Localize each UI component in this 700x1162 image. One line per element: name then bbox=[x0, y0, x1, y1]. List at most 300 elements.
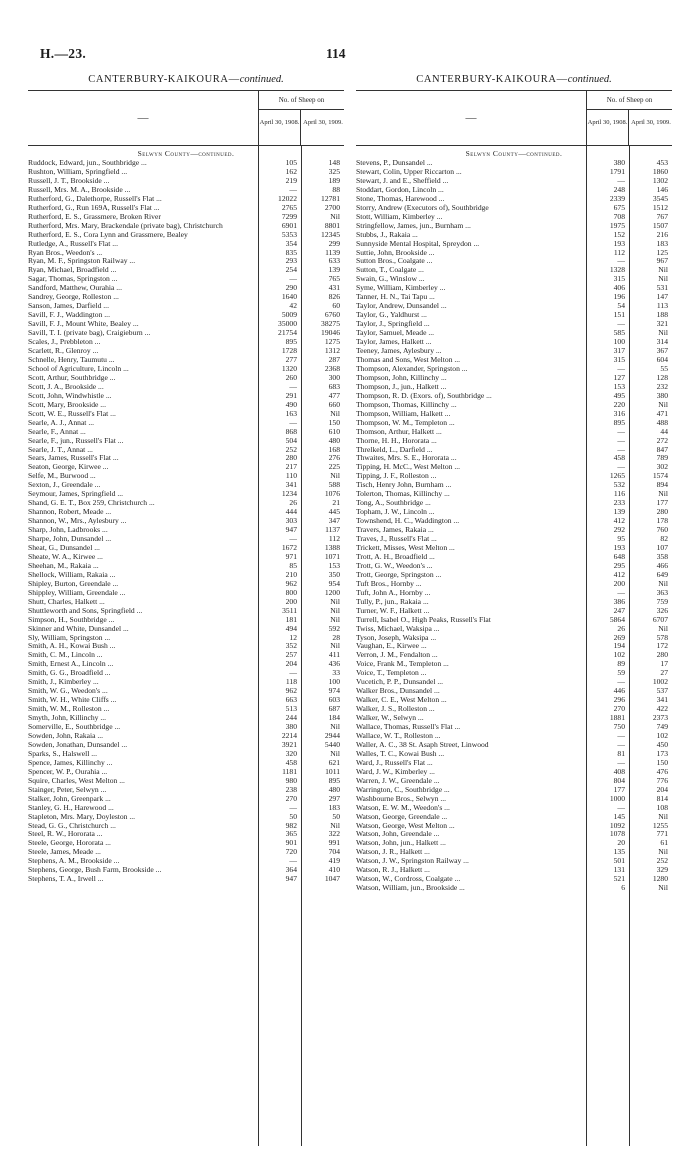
sheep-1908: — bbox=[617, 462, 625, 472]
owner-name: Scott, J. A., Brookside ... bbox=[28, 382, 104, 391]
owner-name: Voice, Frank M., Templeton ... bbox=[356, 660, 449, 669]
sheep-1909: 216 bbox=[656, 229, 668, 239]
sheep-1909: 967 bbox=[656, 256, 668, 266]
sheep-1909: 954 bbox=[328, 578, 340, 588]
left-column bbox=[28, 74, 344, 1146]
sheep-1909: 1200 bbox=[324, 587, 340, 597]
sheep-1909: 148 bbox=[328, 158, 340, 167]
owner-name: Suttie, John, Brookside ... bbox=[356, 248, 435, 257]
sheep-1908: 895 bbox=[285, 337, 297, 347]
sheep-1908: 177 bbox=[613, 784, 625, 794]
sheep-1909: 450 bbox=[656, 739, 668, 749]
sheep-1908: — bbox=[289, 534, 297, 544]
sheep-1908: 354 bbox=[285, 238, 297, 248]
document-id: H.—23. bbox=[40, 46, 87, 61]
owner-name: Sanson, James, Darfield ... bbox=[28, 302, 109, 311]
owner-name: Warrington, C., Southbridge ... bbox=[356, 785, 450, 794]
owner-name: Voice, T., Templeton ... bbox=[356, 669, 427, 678]
sheep-1908: 257 bbox=[285, 650, 297, 660]
sheep-1908: 12 bbox=[289, 632, 297, 642]
sheep-1908: 2339 bbox=[609, 193, 625, 203]
sheep-1908: 20 bbox=[617, 838, 625, 848]
sheep-1909: 302 bbox=[656, 462, 668, 472]
sheep-1909: Nil bbox=[330, 408, 340, 418]
sheep-1908: 1728 bbox=[281, 346, 297, 356]
sheep-1909: 321 bbox=[656, 319, 668, 329]
sheep-1908: 1975 bbox=[609, 220, 625, 230]
sheep-1909: 660 bbox=[328, 399, 340, 409]
sheep-1909: 113 bbox=[656, 301, 668, 311]
sheep-1909: Nil bbox=[330, 605, 340, 615]
sheep-1909: 108 bbox=[656, 802, 668, 812]
owner-name: Stone, Thomas, Harewood ... bbox=[356, 194, 445, 203]
table-rows bbox=[356, 159, 672, 893]
owner-name: Stapleton, Mrs. Mary, Doyleston ... bbox=[28, 812, 136, 821]
sheep-1908: 800 bbox=[285, 587, 297, 597]
sheep-1908: 675 bbox=[613, 202, 625, 212]
sheep-1909: 814 bbox=[656, 793, 668, 803]
owner-name: Watson, J. W., Springston Railway ... bbox=[356, 857, 469, 866]
sheep-1908: 89 bbox=[617, 659, 625, 669]
sheep-1908: 868 bbox=[285, 426, 297, 436]
owner-name: Searle, A. J., Annat ... bbox=[28, 418, 95, 427]
sheep-1909: 537 bbox=[656, 686, 668, 696]
year-1908-header: April 30, 1908. bbox=[587, 110, 629, 145]
owner-name: Seaton, George, Kirwee ... bbox=[28, 463, 109, 472]
sheep-1909: 604 bbox=[656, 354, 668, 364]
sheep-1909: 128 bbox=[656, 372, 668, 382]
sheep-1909: Nil bbox=[330, 820, 340, 830]
sheep-1908: 277 bbox=[285, 354, 297, 364]
sheep-1909: Nil bbox=[330, 722, 340, 732]
owner-name: Walker, W., Selwyn ... bbox=[356, 714, 424, 723]
owner-name: Smith, G. G., Broadfield ... bbox=[28, 669, 111, 678]
owner-name: Squire, Charles, West Melton ... bbox=[28, 776, 125, 785]
sheep-1908: 21754 bbox=[278, 328, 297, 338]
page-number: 114 bbox=[326, 46, 346, 61]
sheep-1908: 110 bbox=[285, 471, 297, 481]
sheep-1908: 260 bbox=[285, 372, 297, 382]
sheep-1909: 974 bbox=[328, 686, 340, 696]
owner-name: Scales, J., Prebbleton ... bbox=[28, 338, 101, 347]
owner-name: Stead, G. G., Christchurch ... bbox=[28, 821, 116, 830]
sheep-1909: 27 bbox=[660, 668, 668, 678]
sheep-1908: — bbox=[289, 802, 297, 812]
owner-name: Shuttleworth and Sons, Springfield ... bbox=[28, 606, 143, 615]
sheep-1908: 181 bbox=[285, 614, 297, 624]
sheep-1908: 406 bbox=[613, 283, 625, 293]
owner-name: Ryan, M. F., Springston Railway ... bbox=[28, 257, 136, 266]
sheep-1908: — bbox=[289, 381, 297, 391]
year-1908-header: April 30, 1908. bbox=[259, 110, 301, 145]
owner-name: Topham, J. W., Lincoln ... bbox=[356, 508, 435, 517]
sheep-1909: 363 bbox=[656, 587, 668, 597]
sheep-1909: 991 bbox=[328, 838, 340, 848]
sheep-1909: Nil bbox=[658, 274, 668, 284]
sheep-1908: 247 bbox=[613, 605, 625, 615]
owner-name: Ward, J. W., Kimberley ... bbox=[356, 767, 435, 776]
owner-name: Somerville, E., Southbridge ... bbox=[28, 723, 121, 732]
sheep-1908: 290 bbox=[285, 283, 297, 293]
sheep-1908: 521 bbox=[613, 874, 625, 884]
sheep-1909: 341 bbox=[656, 695, 668, 705]
sheep-1909: 252 bbox=[656, 856, 668, 866]
sheep-1909: 749 bbox=[656, 722, 668, 732]
sheep-1908: — bbox=[617, 435, 625, 445]
sheep-1909: 431 bbox=[328, 283, 340, 293]
sheep-1908: 152 bbox=[613, 229, 625, 239]
owner-name: Steele, George, Hororata ... bbox=[28, 839, 111, 848]
sheep-1909: 603 bbox=[328, 695, 340, 705]
sheep-1909: 173 bbox=[656, 748, 668, 758]
owner-name: Smith, C. M., Lincoln ... bbox=[28, 651, 103, 660]
owner-name: Turrell, Isabel O., High Peaks, Russell's Flat bbox=[356, 615, 491, 624]
sheep-1908: 248 bbox=[613, 184, 625, 194]
sheep-1908: 315 bbox=[613, 274, 625, 284]
name-column-header: — bbox=[28, 91, 259, 145]
sheep-1908: 193 bbox=[613, 542, 625, 552]
sheep-1908: — bbox=[617, 444, 625, 454]
sheep-1909: 150 bbox=[656, 757, 668, 767]
sheep-1909: 445 bbox=[328, 507, 340, 517]
sheep-1908: 270 bbox=[613, 704, 625, 714]
sheep-count-header: No. of Sheep on bbox=[587, 91, 672, 110]
owner-name: Stainger, Peter, Selwyn ... bbox=[28, 785, 107, 794]
sheep-1909: 299 bbox=[328, 238, 340, 248]
sheep-1909: 146 bbox=[656, 184, 668, 194]
owner-name: Stewart, J. and E., Sheffield ... bbox=[356, 176, 449, 185]
column-title-continued: continued. bbox=[567, 74, 612, 85]
sheep-1909: 767 bbox=[656, 211, 668, 221]
column-title-main: CANTERBURY-KAIKOURA— bbox=[416, 74, 568, 85]
sheep-1909: 55 bbox=[660, 363, 668, 373]
owner-name: Thomson, Arthur, Halkett ... bbox=[356, 427, 442, 436]
sheep-1909: 322 bbox=[328, 829, 340, 839]
owner-name: Shannon, W., Mrs., Aylesbury ... bbox=[28, 517, 127, 526]
owner-name: Townshend, H. C., Waddington ... bbox=[356, 517, 460, 526]
sheep-1909: 329 bbox=[656, 865, 668, 875]
owner-name: Stewart, Colin, Upper Riccarton ... bbox=[356, 167, 462, 176]
sheep-1909: 1076 bbox=[324, 489, 340, 499]
sheep-1909: 325 bbox=[328, 166, 340, 176]
owner-name: Searle, F., jun., Russell's Flat ... bbox=[28, 436, 124, 445]
sheep-1908: 238 bbox=[285, 784, 297, 794]
sheep-1909: 895 bbox=[328, 775, 340, 785]
owner-name: Smith, J., Kimberley ... bbox=[28, 678, 99, 687]
owner-name: Sharp, John, Ladbrooks ... bbox=[28, 526, 108, 535]
sheep-1908: 386 bbox=[613, 596, 625, 606]
sheep-1909: Nil bbox=[330, 471, 340, 481]
owner-name: Stanley, G. H., Harewood ... bbox=[28, 803, 114, 812]
sheep-1908: 504 bbox=[285, 435, 297, 445]
owner-name: Sandrey, George, Rolleston ... bbox=[28, 293, 119, 302]
sheep-1908: 380 bbox=[285, 722, 297, 732]
sheep-1908: 210 bbox=[285, 569, 297, 579]
sheep-1908: 1078 bbox=[609, 829, 625, 839]
sheep-1908: 3921 bbox=[281, 739, 297, 749]
sheep-1909: 380 bbox=[656, 390, 668, 400]
sheep-1908: — bbox=[617, 256, 625, 266]
sheep-1909: 183 bbox=[656, 238, 668, 248]
sheep-1909: 17 bbox=[660, 659, 668, 669]
owner-name: Trott, A. H., Broadfield ... bbox=[356, 552, 435, 561]
sheep-1908: — bbox=[289, 417, 297, 427]
sheep-1908: — bbox=[617, 739, 625, 749]
sheep-1909: 44 bbox=[660, 426, 668, 436]
sheep-1908: 501 bbox=[613, 856, 625, 866]
sheep-1908: 162 bbox=[285, 166, 297, 176]
owner-name: Stott, William, Kimberley ... bbox=[356, 212, 443, 221]
sheep-1909: Nil bbox=[658, 489, 668, 499]
sheep-1908: 495 bbox=[613, 390, 625, 400]
sheep-1908: 1672 bbox=[281, 542, 297, 552]
owner-name: Watson, J. R., Halkett ... bbox=[356, 848, 430, 857]
sheep-1909: 272 bbox=[656, 435, 668, 445]
sheep-1909: Nil bbox=[658, 328, 668, 338]
sheep-1909: 649 bbox=[656, 569, 668, 579]
sheep-1908: — bbox=[617, 757, 625, 767]
owner-name: Scott, W. E., Russell's Flat ... bbox=[28, 409, 116, 418]
sheep-1909: 771 bbox=[656, 829, 668, 839]
owner-name: Spencer, W. P., Ourahia ... bbox=[28, 767, 108, 776]
sheep-1908: 200 bbox=[285, 596, 297, 606]
column-title-main: CANTERBURY-KAIKOURA— bbox=[88, 74, 240, 85]
owner-name: Stringfellow, James, jun., Burnham ... bbox=[356, 221, 471, 230]
owner-name: Scott, Mary, Brookside ... bbox=[28, 400, 106, 409]
sheep-1909: 21 bbox=[332, 498, 340, 508]
owner-name: Sutton Bros., Coalgate ... bbox=[356, 257, 433, 266]
sheep-1909: 578 bbox=[656, 632, 668, 642]
owner-name: Spence, James, Killinchy ... bbox=[28, 758, 113, 767]
sheep-1908: 200 bbox=[613, 578, 625, 588]
owner-name: Shipley, Burton, Greendale ... bbox=[28, 579, 119, 588]
sheep-1909: 1255 bbox=[652, 820, 668, 830]
owner-name: Tipping, J. F., Rolleston ... bbox=[356, 472, 437, 481]
owner-name: Wallace, Thomas, Russell's Flat ... bbox=[356, 723, 461, 732]
owner-name: Sagar, Thomas, Springston ... bbox=[28, 275, 118, 284]
sheep-1909: 358 bbox=[656, 551, 668, 561]
owner-name: Rutherford, E. S., Grassmere, Broken River bbox=[28, 212, 161, 221]
sheep-1908: 648 bbox=[613, 551, 625, 561]
owner-name: Thompson, J., jun., Halkett ... bbox=[356, 382, 447, 391]
owner-name: Stevens, P., Dunsandel ... bbox=[356, 159, 433, 167]
owner-name: Sowden, John, Rakaia ... bbox=[28, 732, 104, 740]
sheep-1909: 633 bbox=[328, 256, 340, 266]
sheep-1909: 610 bbox=[328, 426, 340, 436]
sheep-1909: 894 bbox=[656, 480, 668, 490]
owner-name: Taylor, Andrew, Dunsandel ... bbox=[356, 302, 447, 311]
sheep-1909: Nil bbox=[658, 578, 668, 588]
owner-name: Thorne, H. H., Hororata ... bbox=[356, 436, 437, 445]
owner-name: Smyth, John, Killinchy ... bbox=[28, 714, 107, 723]
sheep-1909: 1574 bbox=[652, 471, 668, 481]
table-body bbox=[356, 146, 672, 1146]
sheep-1908: 1000 bbox=[609, 793, 625, 803]
sheep-1909: 760 bbox=[656, 525, 668, 535]
sheep-1908: 412 bbox=[613, 569, 625, 579]
sheep-1908: 971 bbox=[285, 551, 297, 561]
owner-name: Scott, John, Windwhistle ... bbox=[28, 391, 112, 400]
sheep-1909: 759 bbox=[656, 596, 668, 606]
owner-name: Russell, Mrs. M. A., Brookside ... bbox=[28, 185, 131, 194]
owner-name: Swain, G., Winslow ... bbox=[356, 275, 425, 284]
sheep-1909: 1002 bbox=[652, 677, 668, 687]
owner-name: Smith, A. H., Kowai Bush ... bbox=[28, 642, 116, 651]
owner-name: Sowden, Jonathan, Dunsandel ... bbox=[28, 740, 128, 749]
owner-name: Sexton, J., Greendale ... bbox=[28, 481, 101, 490]
sheep-1908: 444 bbox=[285, 507, 297, 517]
table-body bbox=[28, 146, 344, 1146]
sheep-1908: 105 bbox=[285, 158, 297, 167]
table-row bbox=[28, 875, 344, 884]
owner-name: Thompson, Alexander, Springston ... bbox=[356, 364, 468, 373]
sheep-1909: 82 bbox=[660, 534, 668, 544]
owner-name: Savill, F. J., Waddington ... bbox=[28, 311, 110, 320]
owner-name: Stoddart, Gordon, Lincoln ... bbox=[356, 185, 444, 194]
column-title bbox=[356, 74, 672, 90]
sheep-1908: 54 bbox=[617, 301, 625, 311]
sheep-1908: — bbox=[617, 319, 625, 329]
sheep-1908: 1234 bbox=[281, 489, 297, 499]
sheep-1908: 3511 bbox=[282, 605, 297, 615]
owner-name: Twiss, Michael, Waksipa ... bbox=[356, 624, 440, 633]
name-column-header: — bbox=[356, 91, 587, 145]
sheep-1908: 980 bbox=[285, 775, 297, 785]
sheep-1909: Nil bbox=[658, 265, 668, 275]
sheep-1908: 293 bbox=[285, 256, 297, 266]
sheep-1908: 95 bbox=[617, 534, 625, 544]
owner-name: Rutherford, G., Run 169A, Russell's Flat ... bbox=[28, 203, 160, 212]
owner-name: Turner, W. F., Halkett ... bbox=[356, 606, 430, 615]
sheep-1908: 490 bbox=[285, 399, 297, 409]
sheep-1908: 804 bbox=[613, 775, 625, 785]
sheep-1908: — bbox=[617, 731, 625, 740]
sheep-1909: 178 bbox=[656, 516, 668, 526]
sheep-1908: 116 bbox=[613, 489, 625, 499]
owner-name: Tong, A., Southbridge ... bbox=[356, 499, 431, 508]
sheep-1909: 2368 bbox=[324, 363, 340, 373]
sheep-1908: 194 bbox=[613, 641, 625, 651]
sheep-1908: 412 bbox=[613, 516, 625, 526]
sheep-1908: 295 bbox=[613, 560, 625, 570]
table-row bbox=[356, 884, 672, 893]
sheep-1908: 380 bbox=[613, 158, 625, 167]
sheep-1908: 532 bbox=[613, 480, 625, 490]
table-header bbox=[356, 90, 672, 146]
sheep-1909: 453 bbox=[656, 158, 668, 167]
owner-name: Teeney, James, Aylesbury ... bbox=[356, 347, 442, 356]
sheep-1908: 352 bbox=[285, 641, 297, 651]
sheep-1908: 1328 bbox=[609, 265, 625, 275]
sheep-1909: Nil bbox=[330, 211, 340, 221]
owner-name: Watson, George, Greendale ... bbox=[356, 812, 448, 821]
sheep-1909: 1512 bbox=[652, 202, 668, 212]
owner-name: Tyson, Joseph, Waksipa ... bbox=[356, 633, 437, 642]
sheep-1908: — bbox=[617, 175, 625, 185]
sheep-1909: 1275 bbox=[324, 337, 340, 347]
sheep-1908: 219 bbox=[285, 175, 297, 185]
sheep-1908: 494 bbox=[285, 623, 297, 633]
owner-name: Ruddock, Edward, jun., Southbridge ... bbox=[28, 159, 147, 167]
owner-name: Watson, E. W. M., Weedon's ... bbox=[356, 803, 450, 812]
sheep-1908: 1640 bbox=[281, 292, 297, 302]
sheep-1909: 50 bbox=[332, 811, 340, 821]
sheep-1909: 12781 bbox=[321, 193, 340, 203]
sheep-1909: 153 bbox=[328, 560, 340, 570]
sheep-1909: 1011 bbox=[325, 766, 340, 776]
table-rows bbox=[28, 159, 344, 884]
sheep-1908: — bbox=[289, 184, 297, 194]
sheep-1908: 270 bbox=[285, 793, 297, 803]
sheep-1909: 683 bbox=[328, 381, 340, 391]
sheep-1908: 317 bbox=[613, 346, 625, 356]
sheep-1908: 59 bbox=[617, 668, 625, 678]
sheep-1909: 88 bbox=[332, 184, 340, 194]
owner-name: Rutherford, G., Dalethorpe, Russell's Flat ... bbox=[28, 194, 162, 203]
sheep-1909: 1388 bbox=[324, 542, 340, 552]
owner-name: Taylor, J., Springfield ... bbox=[356, 320, 430, 329]
owner-name: Skinner and White, Dunsandel ... bbox=[28, 624, 129, 633]
sheep-1909: 225 bbox=[328, 462, 340, 472]
sheep-1909: 102 bbox=[656, 731, 668, 740]
sheep-1909: Nil bbox=[658, 847, 668, 857]
sheep-1909: 188 bbox=[656, 310, 668, 320]
sheep-1908: 131 bbox=[613, 865, 625, 875]
sheep-1908: 341 bbox=[285, 480, 297, 490]
sheep-1908: 6 bbox=[621, 883, 625, 893]
sheep-1909: 2373 bbox=[652, 713, 668, 723]
owner-name: Ryan, Michael, Broadfield ... bbox=[28, 266, 117, 275]
owner-name: Rutherford, E. S., Cora Lynn and Grassmere, Bealey bbox=[28, 230, 188, 239]
sheep-1908: 947 bbox=[285, 525, 297, 535]
sheep-1909: 280 bbox=[656, 650, 668, 660]
owner-name: Storry, Andrew (Executors of), Southbridge bbox=[356, 203, 489, 212]
owner-name: Smith, W. G., Weedon's ... bbox=[28, 687, 108, 696]
owner-name: Stephens, George, Bush Farm, Brookside ... bbox=[28, 866, 162, 875]
sheep-1909: Nil bbox=[330, 614, 340, 624]
sheep-1909: 172 bbox=[656, 641, 668, 651]
sheep-1909: 1071 bbox=[324, 551, 340, 561]
owner-name: Thompson, Thomas, Killinchy ... bbox=[356, 400, 457, 409]
owner-name: Tisch, Henry John, Burnham ... bbox=[356, 481, 452, 490]
sheep-1909: 476 bbox=[656, 766, 668, 776]
sheep-1909: 436 bbox=[328, 659, 340, 669]
right-column bbox=[356, 74, 672, 1146]
owner-name: Sly, William, Springston ... bbox=[28, 633, 111, 642]
owner-name: Seymour, James, Springfield ... bbox=[28, 490, 124, 499]
sheep-1908: 135 bbox=[613, 847, 625, 857]
sheep-1908: 585 bbox=[613, 328, 625, 338]
sheep-1908: 233 bbox=[613, 498, 625, 508]
owner-name: Thompson, William, Halkett ... bbox=[356, 409, 451, 418]
sheep-1908: 1181 bbox=[282, 766, 297, 776]
sheep-1908: 750 bbox=[613, 722, 625, 732]
owner-name: Tipping, H. McC., West Melton ... bbox=[356, 463, 461, 472]
owner-name: Savill, F. J., Mount White, Bealey ... bbox=[28, 320, 139, 329]
owner-name: Ward, J., Russell's Flat ... bbox=[356, 758, 433, 767]
year-1909-header: April 30, 1909. bbox=[631, 119, 671, 126]
sheep-1909: 204 bbox=[656, 784, 668, 794]
owner-name: Stephens, A. M., Brookside ... bbox=[28, 857, 120, 866]
column-title bbox=[28, 74, 344, 90]
owner-name: Watson, R. J., Halkett ... bbox=[356, 866, 430, 875]
sheep-1909: 19046 bbox=[321, 328, 340, 338]
sheep-1909: 1302 bbox=[652, 175, 668, 185]
sheep-1908: 1881 bbox=[609, 713, 625, 723]
sheep-1909: 1047 bbox=[324, 874, 340, 884]
owner-name: Shannon, Robert, Meade ... bbox=[28, 508, 112, 517]
sheep-1908: 5009 bbox=[281, 310, 297, 320]
